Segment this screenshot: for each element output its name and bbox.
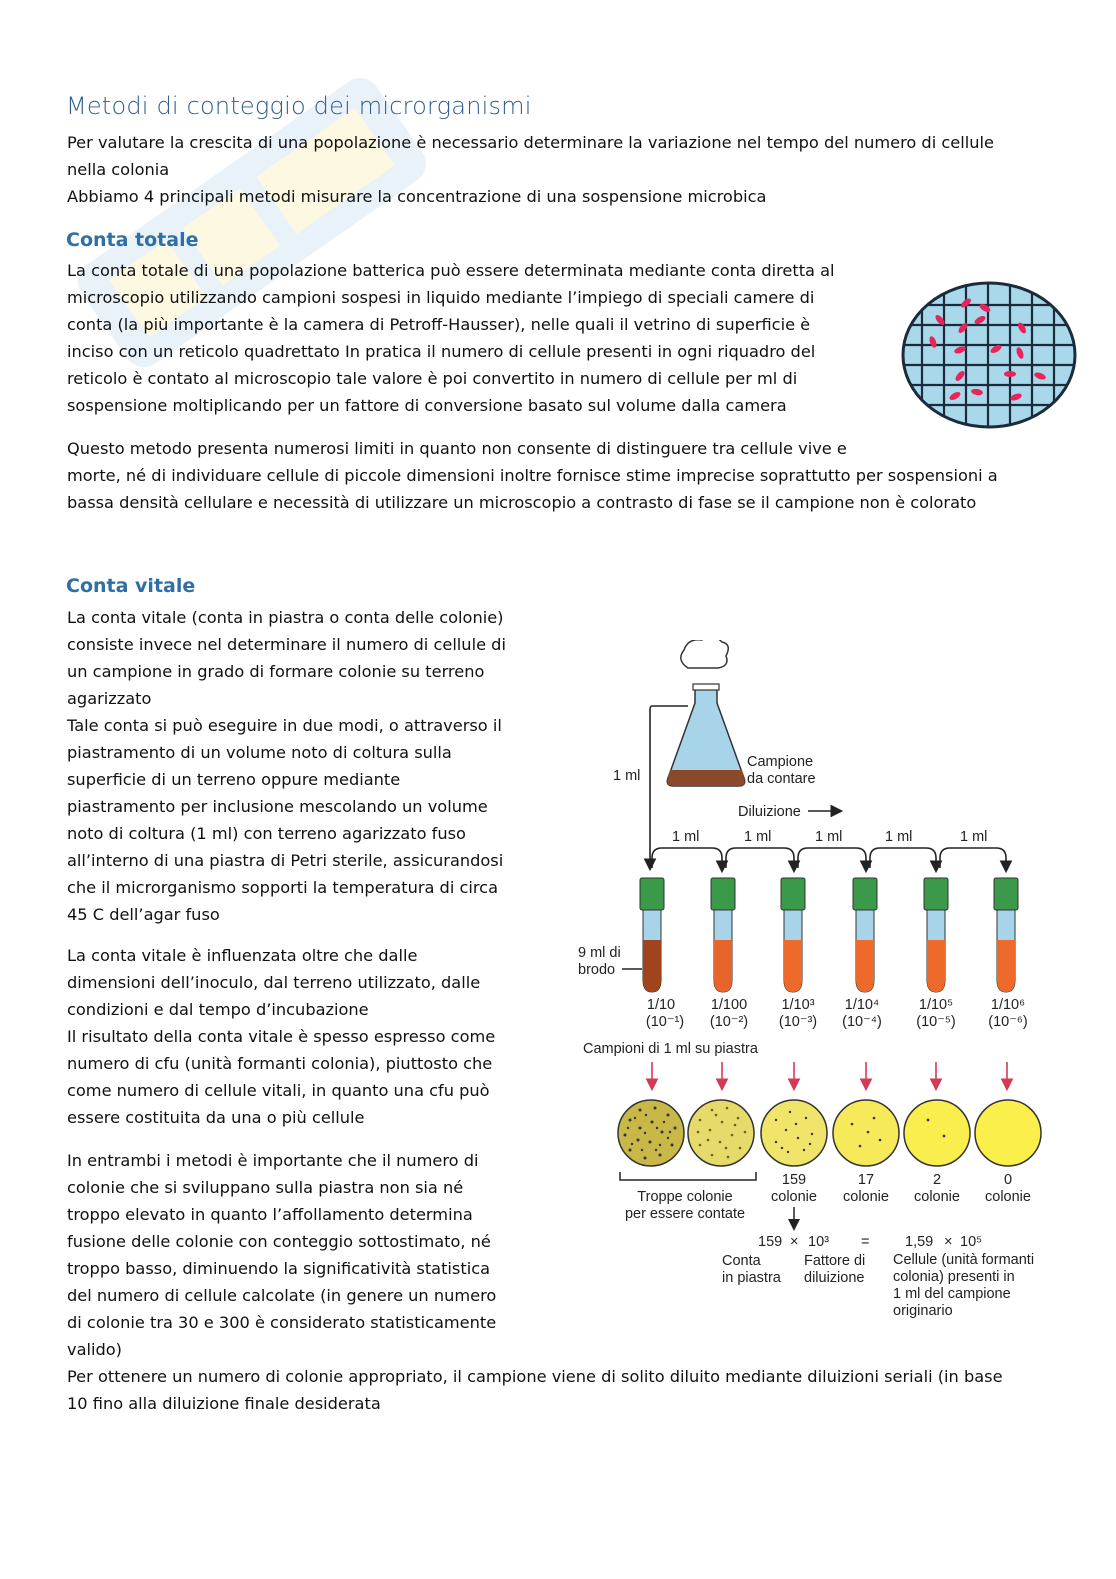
transfer-label-3: 1 ml (815, 829, 843, 845)
petri-plate-2 (688, 1100, 754, 1166)
plate-unit-6: colonie (985, 1189, 1031, 1205)
text-line: Abbiamo 4 principali metodi misurare la concentrazione di una sospensione microbica (67, 187, 767, 206)
petri-plate-3 (761, 1100, 827, 1166)
conta-vitale-paragraph-1 (67, 604, 506, 928)
text-line: reticolo è contato al microscopio tale valore è poi convertito in numero di cellule per ml di (67, 369, 798, 388)
plate-unit-4: colonie (843, 1189, 889, 1205)
text-line: agarizzato (67, 689, 152, 708)
tube-5 (924, 878, 948, 992)
transfer-label-4: 1 ml (885, 829, 913, 845)
plate-count-5: 2 (932, 1172, 942, 1188)
transfer-arrows (652, 848, 1006, 870)
flask-icon (667, 640, 745, 786)
conta-totale-paragraph-1 (67, 257, 835, 419)
text-line: morte, né di individuare cellule di piccole dimensioni inoltre fornisce stime imprecise soprattutto per sospensioni a (67, 466, 998, 485)
tube-4 (853, 878, 877, 992)
formula-result-label-3: 1 ml del campione (893, 1286, 1011, 1302)
text-line: Per valutare la crescita di una popolazione è necessario determinare la variazione nel tempo del numero di cellule (67, 133, 994, 152)
text-line: essere costituita da una o più cellule (67, 1108, 365, 1127)
text-line: Il risultato della conta vitale è spesso espresso come (67, 1027, 496, 1046)
text-line: valido) (67, 1340, 122, 1359)
formula-plate-label-2: in piastra (722, 1270, 781, 1286)
plate-count-4: 17 (857, 1172, 875, 1188)
formula-factor-label-1: Fattore di (804, 1253, 866, 1269)
petri-plate-4 (833, 1100, 899, 1166)
too-many-bracket (620, 1172, 756, 1180)
text-line: inciso con un reticolo quadrettato In pratica il numero di cellule presenti in ogni riquadro del (67, 342, 816, 361)
tube-exp-4: (10⁻⁴) (842, 1014, 882, 1030)
text-line: colonie che si sviluppano sulla piastra non sia né (67, 1178, 464, 1197)
petri-plate-5 (904, 1100, 970, 1166)
text-line: microscopio utilizzando campioni sospesi in liquido mediante l’impiego di speciali camere di (67, 288, 815, 307)
plate-unit-5: colonie (914, 1189, 960, 1205)
text-line: bassa densità cellulare e necessità di utilizzare un microscopio a contrasto di fase se il campione non è colorato (67, 493, 977, 512)
formula-result-label-4: originario (893, 1303, 953, 1319)
text-line: di colonie tra 30 e 300 è considerato statisticamente (67, 1313, 497, 1332)
section-heading-conta-totale: Conta totale (66, 229, 199, 251)
text-line: In entrambi i metodi è importante che il numero di (67, 1151, 479, 1170)
text-line: del numero di cellule calcolate (in genere un numero (67, 1286, 497, 1305)
intro-paragraph (67, 129, 994, 210)
text-line: Tale conta si può eseguire in due modi, o attraverso il (67, 716, 502, 735)
tube-exp-1: (10⁻¹) (645, 1014, 685, 1030)
text-line: superficie di un terreno oppure mediante (67, 770, 401, 789)
page-title: Metodi di conteggio dei microrganismi (66, 92, 532, 120)
text-line: 45 C dell’agar fuso (67, 905, 220, 924)
petri-plate-6 (975, 1100, 1041, 1166)
text-line: consiste invece nel determinare il numero di cellule di (67, 635, 506, 654)
too-many-label-1: Troppe colonie (637, 1189, 733, 1205)
formula-plate-label-1: Conta (722, 1253, 761, 1269)
broth-label-1: 9 ml di (578, 945, 621, 961)
tube-dilution-2: 1/100 (710, 997, 748, 1013)
tube-dilution-1: 1/10 (646, 997, 676, 1013)
formula-equals: = (861, 1234, 870, 1250)
text-line: nella colonia (67, 160, 170, 179)
tube-1 (640, 878, 664, 992)
plating-arrows (652, 1062, 1007, 1088)
formula-result-label-1: Cellule (unità formanti (893, 1252, 1035, 1268)
flask-label-1: Campione (747, 754, 814, 770)
petri-plate-1 (618, 1100, 684, 1166)
text-line: un campione in grado di formare colonie su terreno (67, 662, 485, 681)
text-line: La conta vitale (conta in piastra o conta delle colonie) (67, 608, 504, 627)
text-line: Questo metodo presenta numerosi limiti in quanto non consente di distinguere tra cellule vive e (67, 439, 847, 458)
flask-label-2: da contare (747, 771, 816, 787)
text-line: sospensione moltiplicando per un fattore di conversione basato sul volume dalla camera (67, 396, 787, 415)
text-line: troppo elevato in quanto l’affollamento determina (67, 1205, 473, 1224)
transfer-label-2: 1 ml (744, 829, 772, 845)
formula-result: 1,59 (905, 1234, 934, 1250)
transfer-label-5: 1 ml (960, 829, 988, 845)
tube-dilution-6: 1/10⁶ (990, 997, 1026, 1013)
text-line: Per ottenere un numero di colonie appropriato, il campione viene di solito diluito mediante diluizioni seriali (in base (67, 1367, 1003, 1386)
plate-count-6: 0 (1003, 1172, 1013, 1188)
text-line: piastramento di un volume noto di coltura sulla (67, 743, 452, 762)
plate-unit-3: colonie (771, 1189, 817, 1205)
serial-dilution-figure (560, 640, 1060, 1340)
tube-dilution-3: 1/10³ (781, 997, 815, 1013)
tube-exp-2: (10⁻²) (709, 1014, 749, 1030)
tube-exp-3: (10⁻³) (778, 1014, 818, 1030)
text-line: condizioni e dal tempo d’incubazione (67, 1000, 369, 1019)
formula-count: 159 (758, 1234, 783, 1250)
broth-label-2: brodo (578, 962, 616, 978)
tube-dilution-4: 1/10⁴ (844, 997, 880, 1013)
text-line: conta (la più importante è la camera di Petroff-Hausser), nelle quali il vetrino di superficie è (67, 315, 811, 334)
tube-2 (711, 878, 735, 992)
dilution-label: Diluizione (738, 804, 801, 820)
tube-dilution-5: 1/10⁵ (918, 997, 954, 1013)
formula-times-1: × (790, 1234, 799, 1250)
transfer-label-0: 1 ml (613, 768, 641, 784)
text-line: piastramento per inclusione mescolando un volume (67, 797, 488, 816)
text-line: all’interno di una piastra di Petri sterile, assicurandosi (67, 851, 504, 870)
formula-factor-label-2: diluizione (804, 1270, 865, 1286)
text-line: come numero di cellule vitali, in quanto una cfu può (67, 1081, 490, 1100)
text-line: troppo basso, diminuendo la significatività statistica (67, 1259, 491, 1278)
tube-6 (994, 878, 1018, 992)
tube-3 (781, 878, 805, 992)
formula-result-exp: 10⁵ (960, 1234, 983, 1250)
text-line: 10 fino alla diluizione finale desiderata (67, 1394, 381, 1413)
transfer-label-1: 1 ml (672, 829, 700, 845)
text-line: fusione delle colonie con conteggio sottostimato, né (67, 1232, 491, 1251)
text-line: La conta vitale è influenzata oltre che dalle (67, 946, 418, 965)
section-heading-conta-vitale: Conta vitale (66, 575, 196, 597)
formula-result-label-2: colonia) presenti in (893, 1269, 1015, 1285)
text-line: noto di coltura (1 ml) con terreno agarizzato fuso (67, 824, 466, 843)
conta-totale-paragraph-2 (67, 435, 998, 516)
text-line: numero di cfu (unità formanti colonia), piuttosto che (67, 1054, 493, 1073)
tube-exp-5: (10⁻⁵) (916, 1014, 956, 1030)
text-line: dimensioni dell’inoculo, dal terreno utilizzato, dalle (67, 973, 481, 992)
text-line: che il microrganismo sopporti la temperatura di circa (67, 878, 498, 897)
formula-factor: 10³ (808, 1234, 829, 1250)
formula-times-2: × (944, 1234, 953, 1250)
too-many-label-2: per essere contate (624, 1206, 746, 1222)
tube-exp-6: (10⁻⁶) (988, 1014, 1028, 1030)
conta-vitale-paragraph-2 (67, 942, 495, 1131)
counting-chamber-illustration (900, 280, 1080, 430)
plating-label: Campioni di 1 ml su piastra (583, 1041, 758, 1057)
text-line: La conta totale di una popolazione batterica può essere determinata mediante conta diretta al (67, 261, 835, 280)
plate-count-3: 159 (781, 1172, 807, 1188)
